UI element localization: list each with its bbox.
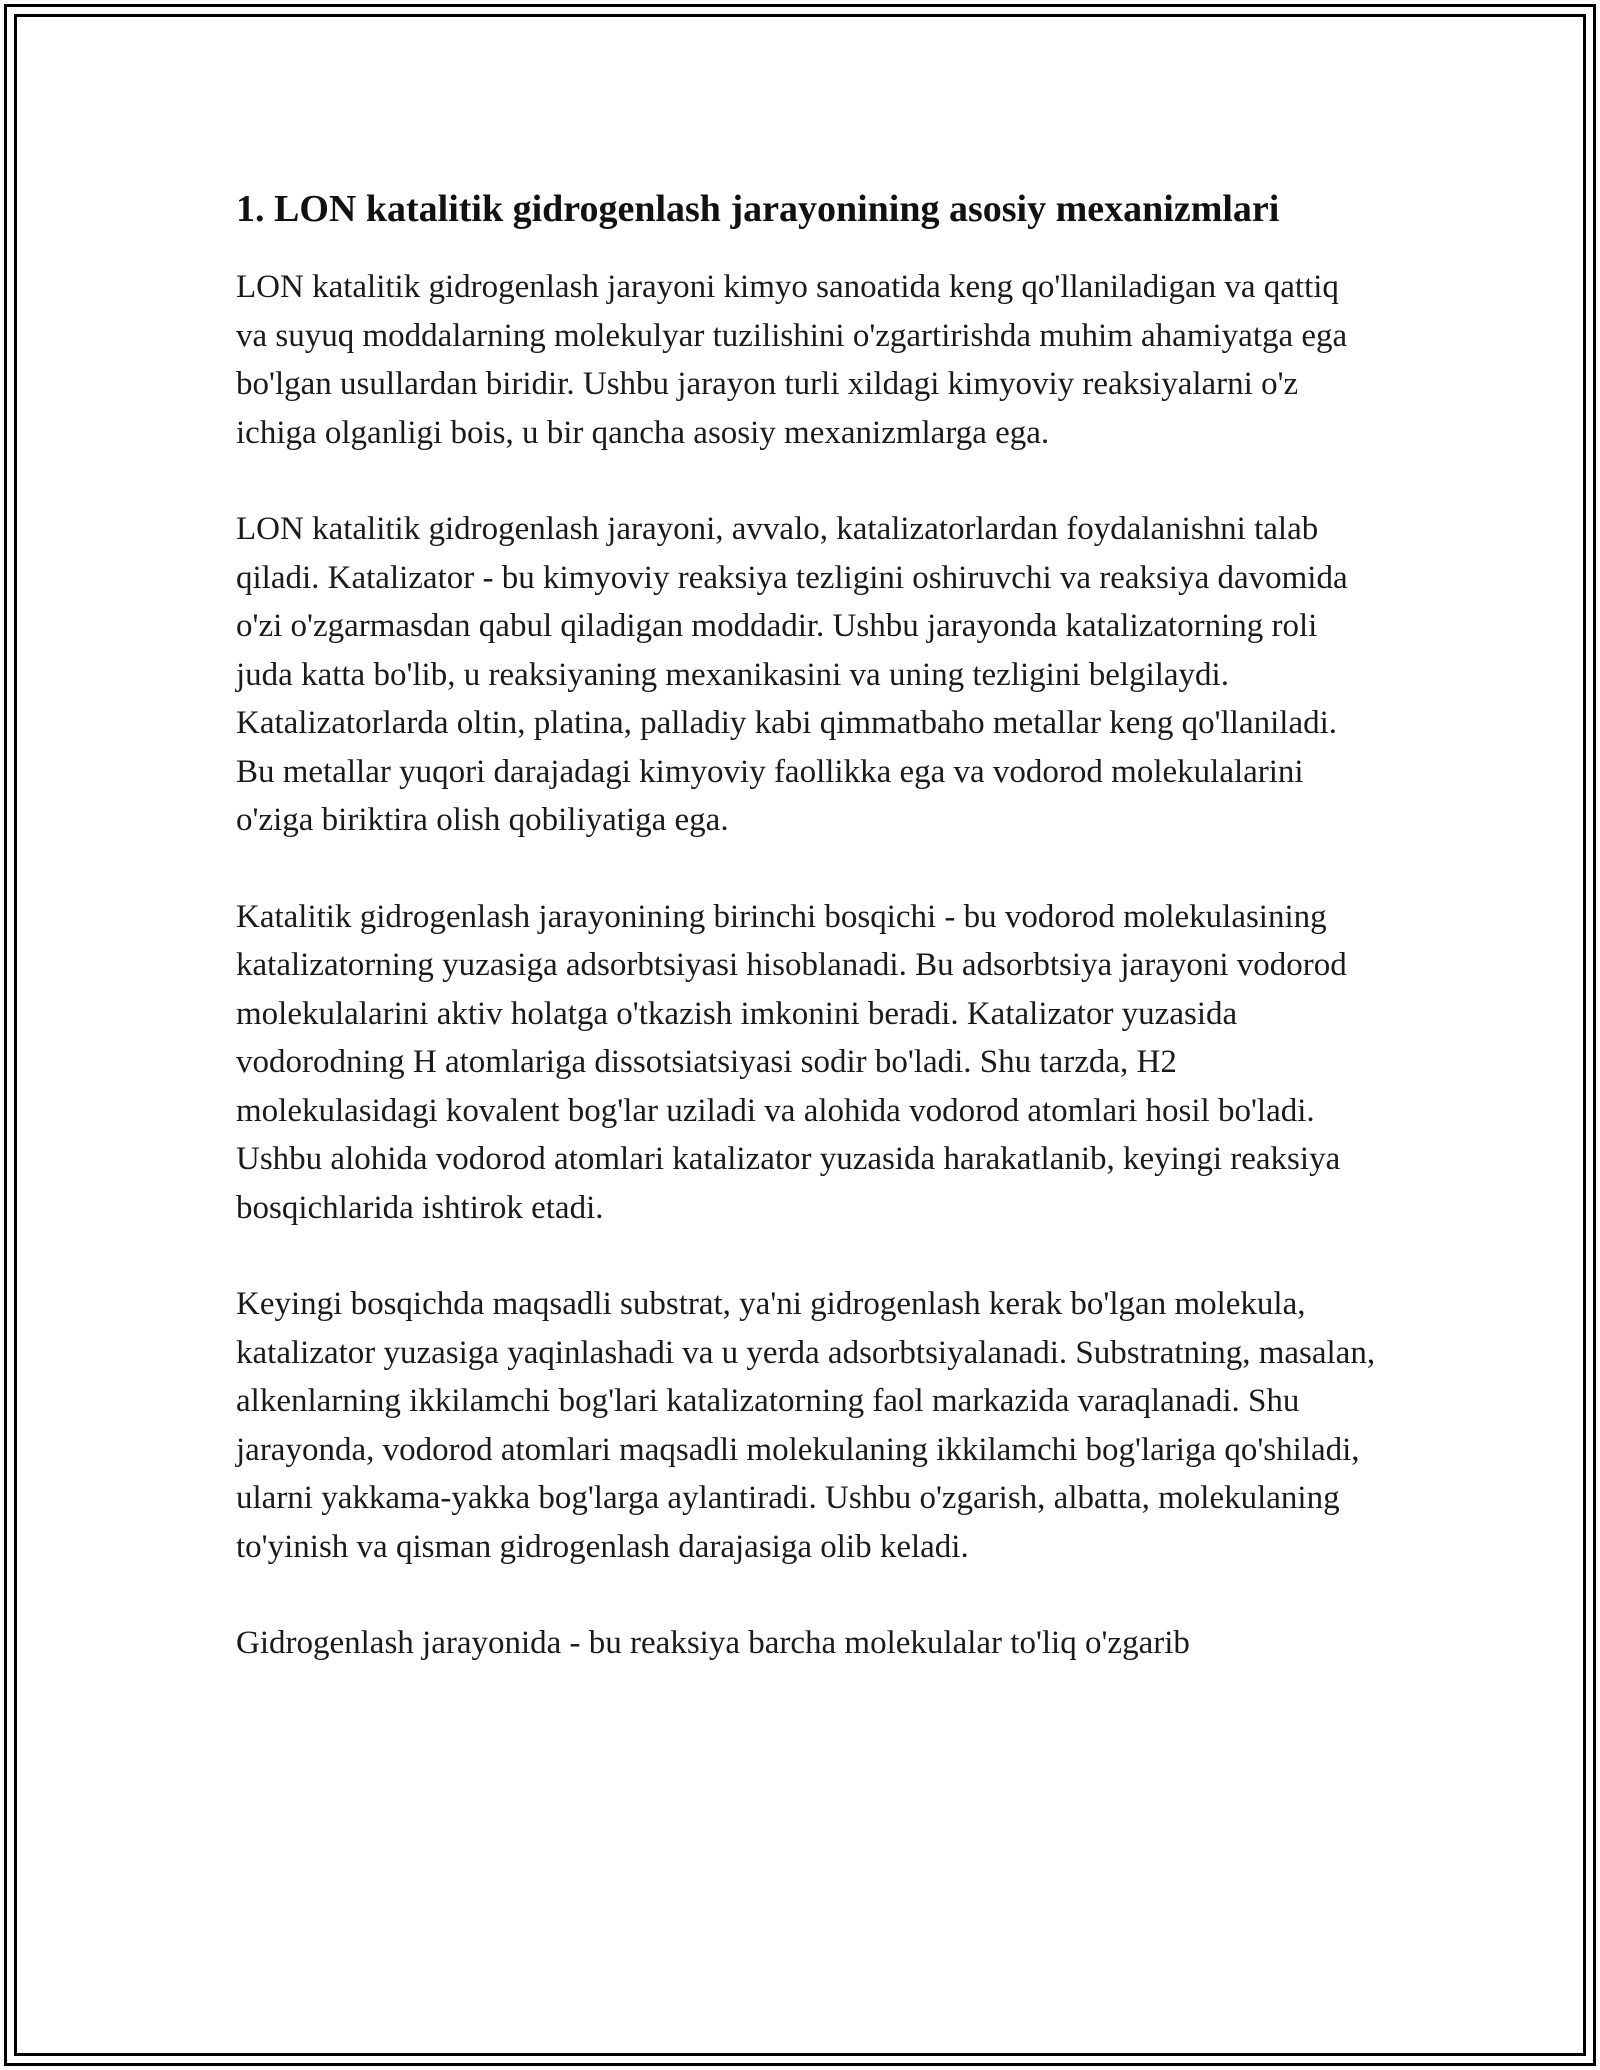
section-heading: 1. LON katalitik gidrogenlash jarayonining asosiy mexanizmlari — [236, 188, 1280, 230]
paragraph-2: LON katalitik gidrogenlash jarayoni, avvalo, katalizatorlardan foydalanishni talab qiladi. Katalizator - bu kimyoviy reaksiya tezligini oshiruvchi va reaksiya davomida o'zi o'zgarmasdan qabul qiladigan moddadir. Ushbu jarayonda katalizatorning roli juda katta bo'lib, u reaksiyaning mexanikasini va uning tezligini belgilaydi. Katalizatorlarda oltin, platina, palladiy kabi qimmatbaho metallar keng qo'llaniladi. Bu metallar yuqori darajadagi kimyoviy faollikka ega va vodorod molekulalarini o'ziga biriktira olish qobiliyatiga ega. — [236, 511, 1348, 838]
paragraph-1: LON katalitik gidrogenlash jarayoni kimyo sanoatida keng qo'llaniladigan va qattiq va suyuq moddalarning molekulyar tuzilishini o'zgartirishda muhim ahamiyatga ega bo'lgan usullardan biridir. Ushbu jarayon turli xildagi kimyoviy reaksiyalarni o'z ichiga olganligi bois, u bir qancha asosiy mexanizmlarga ega. — [236, 269, 1348, 451]
paragraph-4: Keyingi bosqichda maqsadli substrat, ya'ni gidrogenlash kerak bo'lgan molekula, katalizator yuzasiga yaqinlashadi va u yerda adsorbtsiyalanadi. Substratning, masalan, alkenlarning ikkilamchi bog'lari katalizatorning faol markazida varaqlanadi. Shu jarayonda, vodorod atomlari maqsadli molekulaning ikkilamchi bog'lariga qo'shiladi, ularni yakkama-yakka bog'larga aylantiradi. Ushbu o'zgarish, albatta, molekulaning to'yinish va qisman gidrogenlash darajasiga olib keladi. — [236, 1286, 1376, 1565]
paragraph-3: Katalitik gidrogenlash jarayonining birinchi bosqichi - bu vodorod molekulasining katalizatorning yuzasiga adsorbtsiyasi hisoblanadi. Bu adsorbtsiya jarayoni vodorod molekulalarini aktiv holatga o'tkazish imkonini beradi. Katalizator yuzasida vodorodning H atomlariga dissotsiatsiyasi sodir bo'ladi. Shu tarzda, H2 molekulasidagi kovalent bog'lar uziladi va alohida vodorod atomlari hosil bo'ladi. Ushbu alohida vodorod atomlari katalizator yuzasida harakatlanib, keyingi reaksiya bosqichlarida ishtirok etadi. — [236, 898, 1347, 1226]
paragraph-5: Gidrogenlash jarayonida - bu reaksiya barcha molekulalar to'liq o'zgarib — [236, 1625, 1190, 1661]
document-body — [236, 182, 1376, 1716]
